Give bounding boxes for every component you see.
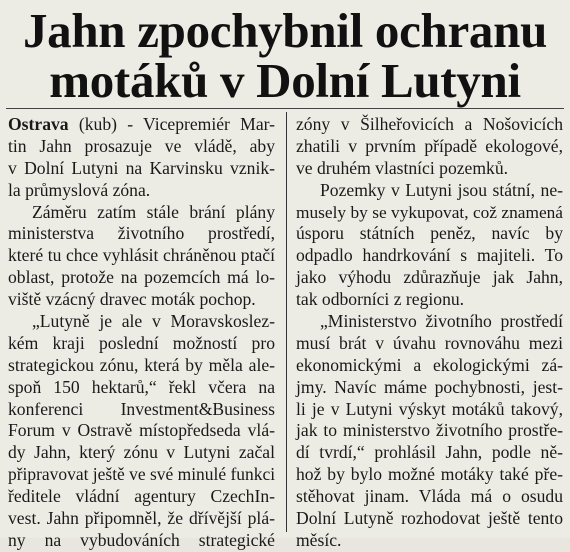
byline-text: (kub) - Vicepremiér Mar-	[68, 114, 275, 134]
text-line: Pozemky v Lutyni jsou státní, ne-	[320, 179, 563, 200]
text-line: Dolní Lutyně rozhodovat ještě tento	[296, 508, 563, 529]
headline-divider	[6, 108, 564, 109]
text-line: jmy. Navíc máme pochybnosti, jest-	[296, 376, 563, 397]
text-line: „Ministerstvo životního prostředí	[320, 311, 563, 332]
text-line: musí brát v úvahu rovnováhu mezi	[296, 332, 563, 353]
right-column	[296, 114, 563, 552]
text-line: úsporu státních peněz, navíc by	[296, 223, 563, 244]
text-line: viště vzácný dravec moták pochop.	[8, 289, 256, 310]
text-line: zhatili v prvním případě ekologové,	[296, 135, 563, 156]
text-line: ředitele vládní agentury CzechIn-	[8, 486, 275, 507]
text-line: ny na vybudováních strategické	[8, 529, 275, 550]
text-line: „Lutyně je ale v Moravskoslez-	[32, 311, 275, 332]
text-line: oblast, protože na pozemcích má lo-	[8, 267, 275, 288]
text-line: konferenci Investment&Business	[8, 398, 275, 419]
text-line: hož by bylo možné motáky také pře-	[296, 464, 563, 485]
column-divider	[286, 112, 287, 532]
text-line: Forum v Ostravě místopředseda vlá-	[8, 420, 275, 441]
text-line: kém kraji poslední možností pro	[8, 332, 275, 353]
headline-line-2: motáků v Dolní Lutyni	[49, 53, 521, 108]
text-line: jako výhodu zdůrazňuje jak Jahn,	[296, 267, 563, 288]
text-line: vest. Jahn připomněl, že dřívější plá-	[8, 508, 275, 529]
text-line: ve druhém vlastníci pozemků.	[296, 157, 509, 178]
text-line: ministerstva životního prostředí,	[8, 223, 275, 244]
text-line: odpadlo handrkování s majiteli. To	[296, 245, 563, 266]
text-line: připravovat ještě ve své minulé funkci	[8, 464, 276, 485]
text-line: spoň 150 hektarů,“ řekl včera na	[8, 376, 275, 397]
text-line: zóny v Šilheřovicích a Nošovicích	[296, 114, 563, 134]
left-column	[8, 114, 275, 552]
text-line: měsíc.	[296, 529, 342, 550]
text-line: li je v Lutyni výskyt motáků takový,	[296, 398, 563, 419]
text-line: jak to ministerstvo životního prostře-	[296, 420, 563, 441]
text-line: tin Jahn prosazuje ve vládě, aby	[8, 135, 275, 156]
text-line: Záměru zatím stále brání plány	[32, 201, 275, 222]
byline-line	[8, 114, 275, 136]
headline-line-1: Jahn zpochybnil ochranu	[22, 3, 548, 58]
text-line: ekonomickými a ekologickými zá-	[296, 354, 563, 375]
text-line: dí tvrdí,“ prohlásil Jahn, podle ně-	[296, 442, 563, 463]
text-line: v Dolní Lutyni na Karvinsku vznik-	[8, 157, 275, 178]
text-line: dy Jahn, který zónu v Lutyni začal	[8, 442, 275, 463]
text-line: musely by se vykupovat, což znamená	[296, 202, 563, 222]
text-line: strategickou zónu, která by měla ale-	[8, 354, 275, 375]
text-line: stěhovat jinam. Vláda má o osudu	[296, 486, 563, 507]
text-line: la průmyslová zóna.	[8, 179, 151, 200]
text-line: tak odborníci z regionu.	[296, 289, 465, 310]
text-line: které tu chce vyhlásit chráněnou ptačí	[8, 245, 275, 266]
dateline-place: Ostrava	[8, 114, 69, 134]
